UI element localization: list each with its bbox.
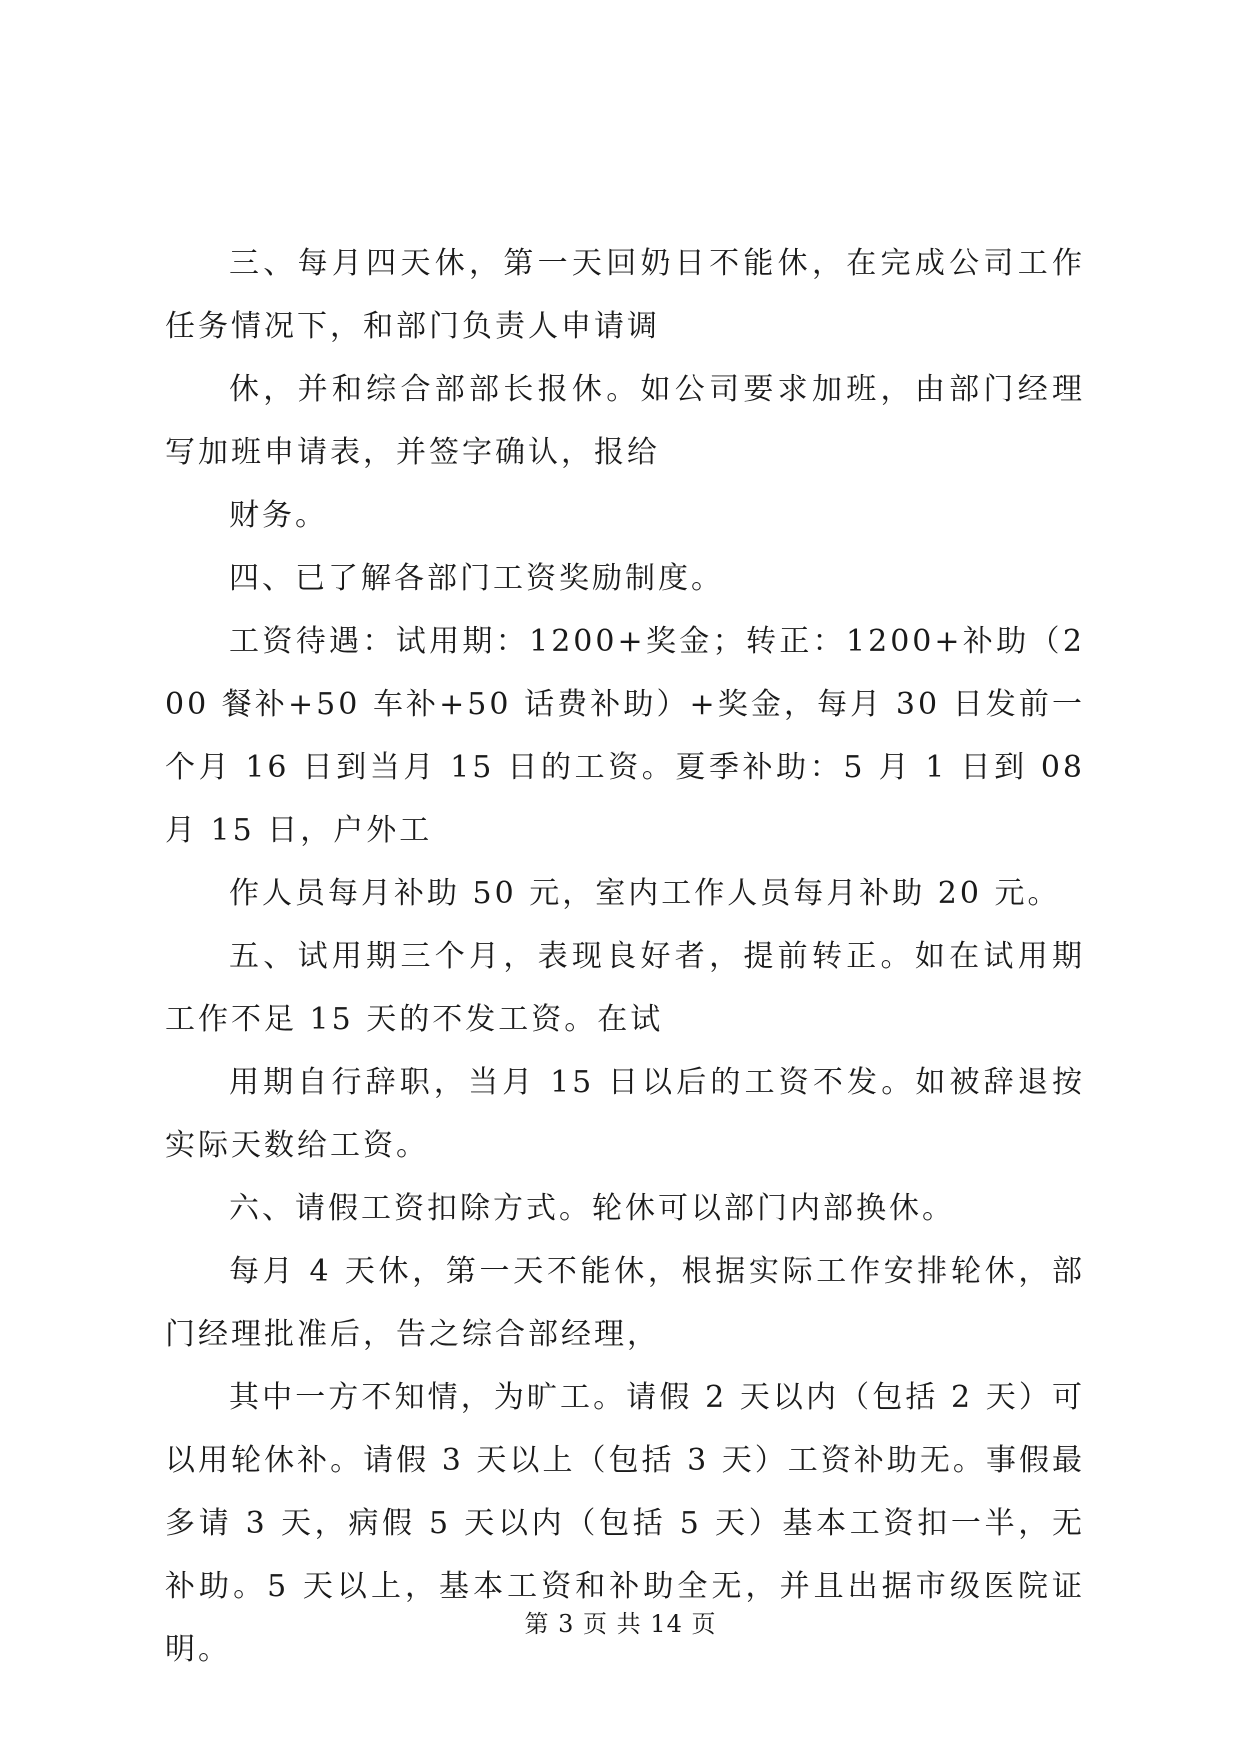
paragraph-rest-days: 三、每月四天休，第一天回奶日不能休，在完成公司工作任务情况下，和部门负责人申请调	[165, 246, 1085, 344]
paragraph-salary-heading: 四、已了解各部门工资奖励制度。	[229, 561, 724, 596]
paragraph-salary-details: 工资待遇：试用期：1200+奖金；转正：1200+补助（200 餐补+50 车补+50 话费补助）+奖金，每月 30 日发前一个月 16 日到当月 15 日的工资。夏季补助：5 月 1 日到 08 月 15 日，户外工	[165, 624, 1085, 848]
paragraph-probation: 五、试用期三个月，表现良好者，提前转正。如在试用期工作不足 15 天的不发工资。在试	[165, 939, 1085, 1037]
paragraph-leave-rotation: 每月 4 天休，第一天不能休，根据实际工作安排轮休，部门经理批准后，告之综合部经理，	[165, 1254, 1085, 1352]
paragraph-leave-deduction: 其中一方不知情，为旷工。请假 2 天以内（包括 2 天）可以用轮休补。请假 3 天以上（包括 3 天）工资补助无。事假最多请 3 天，病假 5 天以内（包括 5 天）基本工资扣一半，无补助。5 天以上，基本工资和补助全无，并且出据市级医院证明。	[165, 1380, 1085, 1667]
paragraph-summer-allowance: 作人员每月补助 50 元，室内工作人员每月补助 20 元。	[229, 876, 1061, 911]
document-body	[165, 232, 1085, 1681]
paragraph-resignation: 用期自行辞职，当月 15 日以后的工资不发。如被辞退按实际天数给工资。	[165, 1065, 1085, 1163]
paragraph-leave-heading: 六、请假工资扣除方式。轮休可以部门内部换休。	[229, 1191, 955, 1226]
paragraph-overtime: 休，并和综合部部长报休。如公司要求加班，由部门经理写加班申请表，并签字确认，报给	[165, 372, 1085, 470]
paragraph-finance: 财务。	[229, 498, 328, 533]
page-footer: 第 3 页 共 14 页	[524, 1610, 717, 1638]
